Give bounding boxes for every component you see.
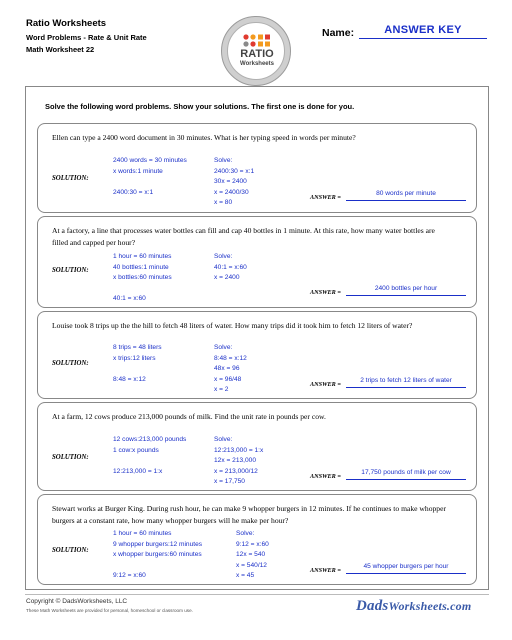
- name-underline: [359, 38, 487, 39]
- answer-value: 45 whopper burgers per hour: [363, 563, 449, 570]
- answer-label: ANSWER =: [310, 289, 341, 296]
- problem-question: Ellen can type a 2400 word document in 30 minutes. What is her typing speed in words per minute?: [52, 133, 356, 142]
- answer-label: ANSWER =: [310, 194, 341, 201]
- problem-card-1: [37, 123, 477, 213]
- answer-line: [346, 295, 466, 296]
- answer-value: 2 trips to fetch 12 liters of water: [360, 377, 452, 384]
- answer-line: [346, 479, 466, 480]
- name-value: ANSWER KEY: [384, 24, 462, 36]
- problem-question: At a factory, a line that processes water bottles can fill and cap 40 bottles in 1 minute. At this rate, how many water bottles are filled and capped per hour?: [52, 226, 435, 247]
- problem-card-2: [37, 216, 477, 308]
- brand-logo: [356, 598, 471, 615]
- logo-word: RATIO: [240, 48, 274, 60]
- solve-work: Solve: 12:213,000 = 1:x 12x = 213,000 x = 213,000/12 x = 17,750: [214, 436, 264, 485]
- instructions: Solve the following word problems. Show your solutions. The first one is done for you.: [45, 102, 355, 111]
- worksheet-title: Ratio Worksheets: [26, 18, 107, 29]
- brand-sub: Worksheets.com: [388, 599, 472, 613]
- copyright: Copyright © DadsWorksheets, LLC: [26, 598, 128, 605]
- brand-main: Dads: [356, 598, 389, 614]
- problem-card-4: [37, 402, 477, 491]
- answer-value: 2400 bottles per hour: [374, 285, 438, 292]
- worksheet-number: Math Worksheet 22: [26, 45, 95, 54]
- setup-work: 12 cows:213,000 pounds 1 cow:x pounds 12:213,000 = 1:x: [113, 436, 187, 475]
- problem-card-5: [37, 494, 477, 585]
- ratio-logo: [221, 16, 291, 86]
- name-label: Name:: [322, 27, 355, 39]
- answer-line: [346, 387, 466, 388]
- solve-work: Solve: 40:1 = x:60 x = 2400: [214, 253, 247, 281]
- solution-label: SOLUTION:: [52, 454, 89, 461]
- worksheet-subtitle: Word Problems - Rate & Unit Rate: [26, 33, 147, 42]
- solution-label: SOLUTION:: [52, 360, 89, 367]
- answer-value: 17,750 pounds of milk per cow: [361, 469, 451, 476]
- answer-value: 80 words per minute: [376, 190, 436, 197]
- setup-work: 2400 words = 30 minutes x words:1 minute 2400:30 = x:1: [113, 157, 187, 196]
- disclaimer: These Math Worksheets are provided for personal, homeschool or classroom use.: [26, 608, 193, 613]
- setup-work: 1 hour = 60 minutes 9 whopper burgers:12 minutes x whopper burgers:60 minutes 9:12 = x:60: [113, 530, 203, 579]
- setup-work: 8 trips = 48 liters x trips:12 liters 8:48 = x:12: [113, 344, 162, 383]
- answer-line: [346, 200, 466, 201]
- problem-question: Louise took 8 trips up the the hill to fetch 48 liters of water. How many trips did it took him to fetch 12 liters of water?: [52, 321, 413, 330]
- solution-label: SOLUTION:: [52, 175, 89, 182]
- footer-divider: [25, 594, 489, 595]
- answer-label: ANSWER =: [310, 473, 341, 480]
- setup-work: 1 hour = 60 minutes 40 bottles:1 minute x bottles:60 minutes 40:1 = x:60: [113, 253, 172, 302]
- problem-question: At a farm, 12 cows produce 213,000 pounds of milk. Find the unit rate in pounds per cow.: [52, 412, 326, 421]
- answer-label: ANSWER =: [310, 381, 341, 388]
- solution-label: SOLUTION:: [52, 547, 89, 554]
- problem-question: Stewart works at Burger King. During rush hour, he can make 9 whopper burgers in 12 minutes. If he continues to make whopper burgers at a constant rate, how many whopper burgers will he make per hour?: [52, 504, 446, 525]
- ratio-logo-icon: [243, 33, 271, 47]
- problem-card-3: [37, 311, 477, 399]
- logo-subword: Worksheets: [240, 61, 274, 67]
- solve-work: Solve: 8:48 = x:12 48x = 96 x = 96/48 x = 2: [214, 344, 247, 393]
- answer-line: [346, 573, 466, 574]
- answer-label: ANSWER =: [310, 567, 341, 574]
- solve-work: Solve: 2400:30 = x:1 30x = 2400 x = 2400/30 x = 80: [214, 157, 255, 206]
- solution-label: SOLUTION:: [52, 267, 89, 274]
- solve-work: Solve: 9:12 = x:60 12x = 540 x = 540/12 x = 45: [236, 530, 269, 579]
